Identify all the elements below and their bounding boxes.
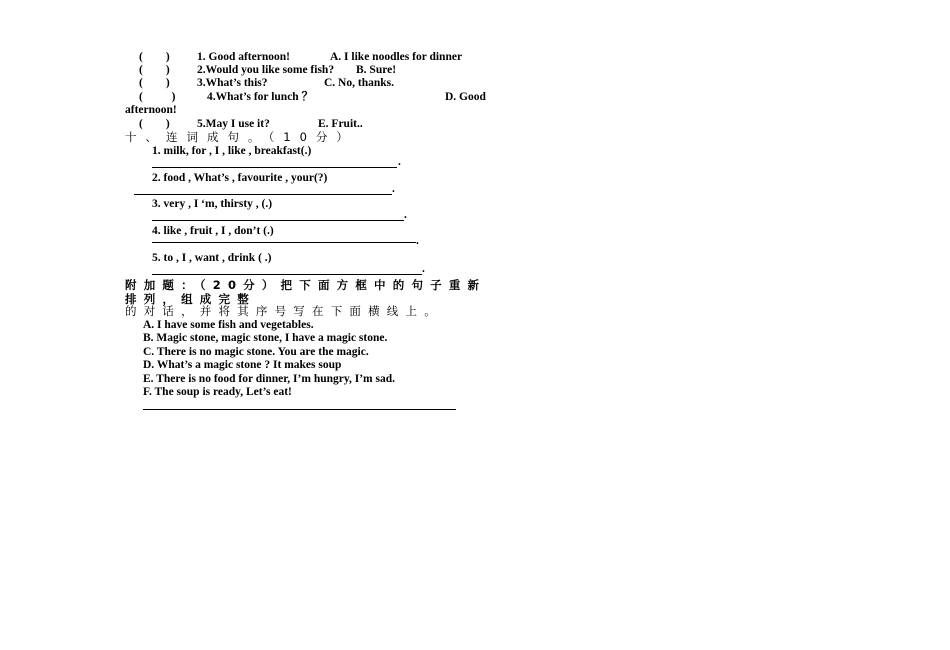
bonus-sentence-e: E. There is no food for dinner, I’m hungry, I’m sad.	[143, 373, 395, 385]
bonus-sentence-b: B. Magic stone, magic stone, I have a magic stone.	[143, 332, 388, 344]
match-answer-d: D. Good afternoon!	[125, 91, 486, 116]
sentence-4-words: 4. like , fruit , I , don’t (.)	[152, 225, 274, 237]
answer-end-5: .	[422, 263, 425, 275]
paren-3[interactable]: ( )	[139, 77, 170, 89]
bonus-heading-line-2: 的对话，并将其序号写在下面横线上。	[125, 304, 443, 318]
match-question-2: 2.Would you like some fish?	[197, 64, 335, 76]
bonus-heading-line-1: 附加题：（20分）把下面方框中的句子重新排列，组成完整	[125, 278, 487, 306]
bonus-answer-line[interactable]	[143, 409, 456, 410]
answer-line-1[interactable]	[152, 167, 397, 168]
paren-1[interactable]: ( )	[139, 51, 170, 63]
bonus-sentence-d: D. What’s a magic stone ? It makes soup	[143, 359, 342, 371]
bonus-sentence-a: A. I have some fish and vegetables.	[143, 319, 314, 331]
answer-line-3[interactable]	[152, 220, 404, 221]
answer-end-1: .	[398, 156, 401, 168]
paren-2[interactable]: ( )	[139, 64, 170, 76]
answer-line-4[interactable]	[152, 242, 416, 243]
bonus-sentence-f: F. The soup is ready, Let’s eat!	[143, 386, 292, 398]
sentence-1-words: 1. milk, for , I , like , breakfast(.)	[152, 145, 312, 157]
paren-5[interactable]: ( )	[139, 118, 170, 130]
sentence-3-words: 3. very , I ‘m, thirsty , (.)	[152, 198, 273, 210]
match-answer-e: E. Fruit..	[318, 118, 363, 130]
match-answer-b: B. Sure!	[356, 64, 397, 76]
answer-line-5[interactable]	[152, 274, 422, 275]
answer-end-4: .	[416, 235, 419, 247]
sentence-5-words: 5. to , I , want , drink ( .)	[152, 252, 272, 264]
answer-line-2[interactable]	[134, 194, 392, 195]
paren-4[interactable]: ( )	[139, 91, 176, 103]
match-answer-c: C. No, thanks.	[324, 77, 394, 89]
match-question-4: 4.What’s for lunch ？	[207, 91, 314, 103]
match-question-5: 5.May I use it?	[197, 118, 270, 130]
match-answer-a: A. I like noodles for dinner	[330, 51, 463, 63]
sentence-2-words: 2. food , What’s , favourite , your(?)	[152, 172, 328, 184]
answer-end-3: .	[404, 209, 407, 221]
answer-end-2: .	[392, 183, 395, 195]
match-question-3: 3.What’s this?	[197, 77, 268, 89]
section-10-heading: 十、连词成句。（10分）	[125, 130, 357, 144]
match-question-1: 1. Good afternoon!	[197, 51, 290, 63]
bonus-sentence-c: C. There is no magic stone. You are the magic.	[143, 346, 369, 358]
